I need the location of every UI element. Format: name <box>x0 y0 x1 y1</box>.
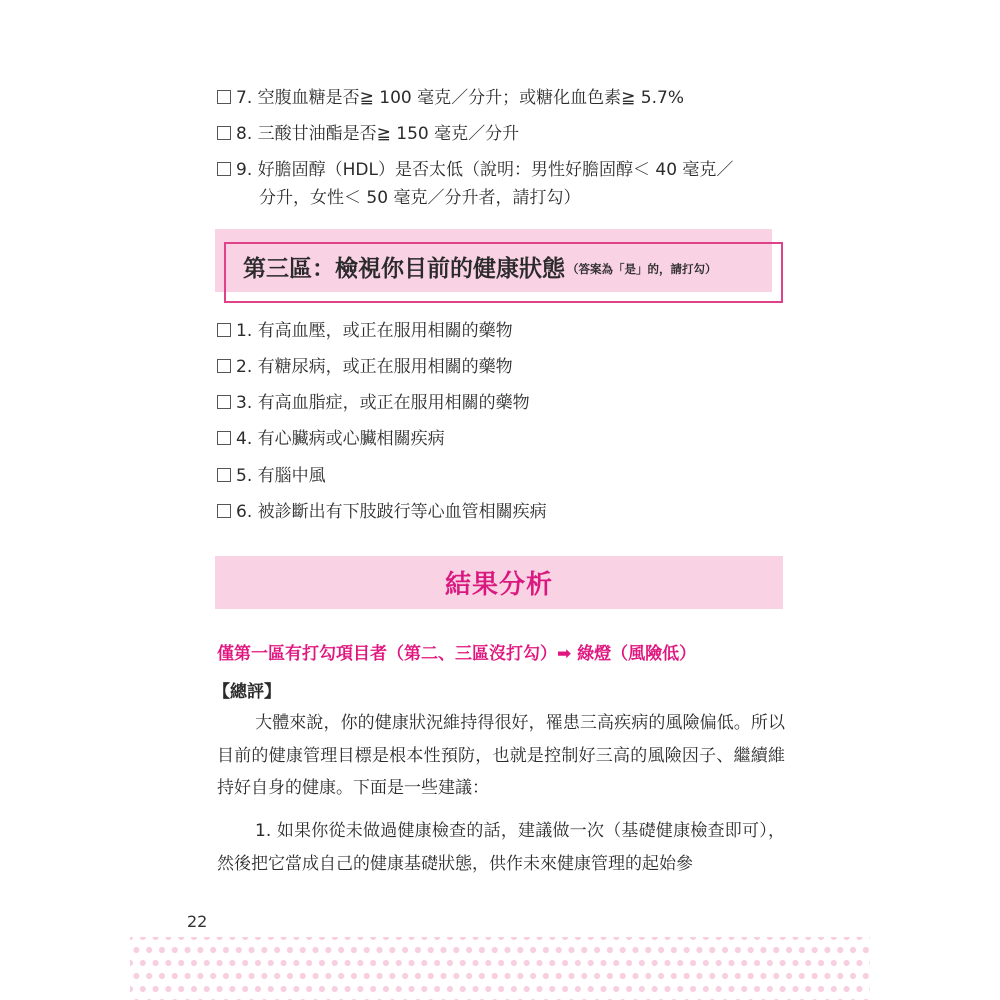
checklist-item-7[interactable] <box>217 87 684 109</box>
item-text: 三酸甘油酯是否≧ 150 毫克／分升 <box>257 124 520 144</box>
item-number: 9. <box>236 160 253 180</box>
item-number: 8. <box>236 124 253 144</box>
summary-paragraph <box>217 707 785 805</box>
item-number: 7. <box>236 88 253 108</box>
green-light-heading: 僅第一區有打勾項目者（第二、三區沒打勾）➡ 綠燈（風險低） <box>217 644 697 664</box>
results-banner <box>215 556 783 609</box>
summary-label: 【總評】 <box>213 682 281 702</box>
item-number: 5. <box>236 466 253 486</box>
item-number: 1. <box>236 321 253 341</box>
section3-item-3[interactable] <box>217 392 530 414</box>
checkbox-icon[interactable] <box>217 468 231 482</box>
item-text: 空腹血糖是否≧ 100 毫克／分升；或糖化血色素≧ 5.7% <box>257 88 684 108</box>
section3-item-2[interactable] <box>217 356 513 378</box>
checkbox-icon[interactable] <box>217 323 231 337</box>
checklist-item-8[interactable] <box>217 123 519 145</box>
checkbox-icon[interactable] <box>217 359 231 373</box>
checkbox-icon[interactable] <box>217 90 231 104</box>
checklist-item-9-continuation: 分升，女性＜ 50 毫克／分升者，請打勾） <box>259 188 581 208</box>
item-text: 有高血脂症，或正在服用相關的藥物 <box>257 393 530 413</box>
item-text: 有心臟病或心臟相關疾病 <box>257 429 445 449</box>
item-text: 被診斷出有下肢跛行等心血管相關疾病 <box>257 502 547 522</box>
item-number: 6. <box>236 502 253 522</box>
section3-item-6[interactable] <box>217 501 547 523</box>
results-title: 結果分析 <box>444 570 553 600</box>
item-text: 有腦中風 <box>257 466 326 486</box>
suggestion-1 <box>217 815 785 880</box>
checklist-item-9[interactable] <box>217 159 733 181</box>
checkbox-icon[interactable] <box>217 395 231 409</box>
checkbox-icon[interactable] <box>217 504 231 518</box>
item-text: 好膽固醇（HDL）是否太低（說明：男性好膽固醇＜ 40 毫克／ <box>257 160 734 180</box>
item-number: 3. <box>236 393 253 413</box>
suggestion-1-text: 1. 如果你從未做過健康檢查的話，建議做一次（基礎健康檢查即可），然後把它當成自己的健康基礎狀態，供作未來健康管理的起始參 <box>217 821 785 874</box>
section3-item-1[interactable] <box>217 320 513 342</box>
section3-note: （答案為「是」的，請打勾） <box>567 262 717 276</box>
section3-title <box>243 254 717 284</box>
section3-title-text: 第三區：檢視你目前的健康狀態 <box>243 256 565 282</box>
page-number: 22 <box>187 912 208 931</box>
item-number: 4. <box>236 429 253 449</box>
checkbox-icon[interactable] <box>217 162 231 176</box>
item-number: 2. <box>236 357 253 377</box>
item-text: 有糖尿病，或正在服用相關的藥物 <box>257 357 513 377</box>
section3-item-5[interactable] <box>217 465 326 487</box>
decorative-dot-pattern <box>130 937 870 1000</box>
checkbox-icon[interactable] <box>217 431 231 445</box>
item-text: 有高血壓，或正在服用相關的藥物 <box>257 321 513 341</box>
summary-paragraph-text: 大體來說，你的健康狀況維持得很好，罹患三高疾病的風險偏低。所以目前的健康管理目標是根本性預防，也就是控制好三高的風險因子、繼續維持好自身的健康。下面是一些建議： <box>217 713 785 798</box>
checkbox-icon[interactable] <box>217 126 231 140</box>
section3-item-4[interactable] <box>217 428 445 450</box>
